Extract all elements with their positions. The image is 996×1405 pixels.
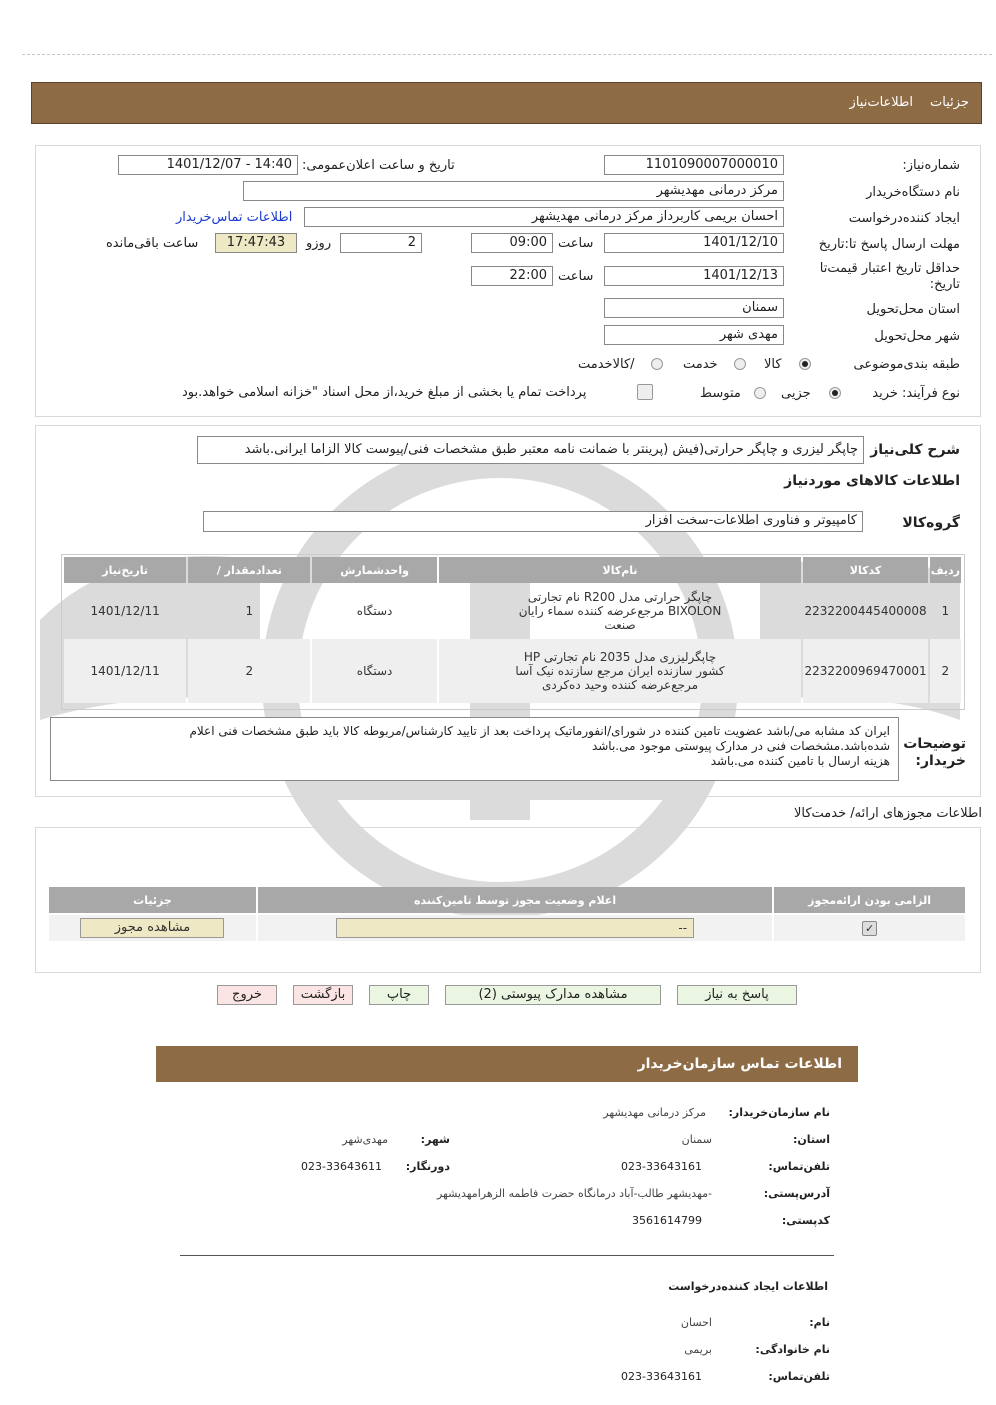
reply-button[interactable]: پاسخ به نیاز [677, 985, 797, 1005]
cell-name: چاپگر حرارتی مدل R200 نام تجارتی BIXOLON مرجع‌عرضه کننده سماء رایان صنعت [518, 590, 722, 632]
items-table [62, 555, 963, 705]
creator-last-name-label: نام خانوادگی: [755, 1343, 830, 1356]
process-label: نوع فرآیند: خرید [872, 386, 960, 401]
contact-phone-label: تلفن‌تماس: [768, 1160, 830, 1173]
validity-label-1: حداقل تاریخ اعتبار قیمت‌تا [819, 261, 960, 276]
category-service-radio[interactable] [734, 358, 746, 370]
description-label: شرح کلی‌نیاز [870, 442, 960, 458]
buyer-notes-line-3: هزینه ارسال با تامین کننده می.باشد [710, 754, 890, 768]
contact-fax-label: دورنگار: [405, 1160, 450, 1173]
category-both-radio[interactable] [651, 358, 663, 370]
buyer-notes-label-2: خریدار: [915, 753, 966, 769]
tab-need-info[interactable]: اطلاعات‌نیاز [849, 95, 913, 110]
buyer-notes-label-1: توضیحات [903, 736, 966, 752]
table-row [64, 639, 961, 703]
category-both-label: /کالاخدمت [578, 357, 635, 372]
process-medium-radio[interactable] [754, 387, 766, 399]
contact-title: اطلاعات تماس سازمان‌خریدار [637, 1056, 842, 1072]
need-number-field: 1101090007000010 [604, 155, 784, 175]
permits-table [47, 885, 967, 943]
col-code: کدکالا [803, 557, 927, 583]
days-field: 2 [340, 233, 422, 253]
creator-info-title: اطلاعات ایجاد کننده‌درخواست [668, 1280, 828, 1293]
permits-table-header [49, 887, 965, 913]
buyer-org-label: نام دستگاه‌خریدار [866, 185, 960, 200]
cell-date: 1401/12/11 [90, 604, 160, 618]
buyer-notes-box [50, 717, 899, 781]
creator-field: احسان بریمی کاربرداز مرکز درمانی مهدیشهر [304, 207, 784, 227]
top-divider [22, 54, 992, 55]
cell-row: 1 [941, 604, 950, 618]
view-permit-button[interactable]: مشاهده مجوز [80, 918, 224, 938]
buyer-contact-link[interactable]: اطلاعات تماس‌خریدار [176, 210, 293, 225]
province-label: استان محل‌تحویل [866, 302, 960, 317]
items-table-header [64, 557, 961, 583]
contact-province-value: سمنان [681, 1133, 712, 1146]
category-service-label: خدمت [683, 357, 718, 372]
col-permit-details: جزئیات [49, 887, 256, 913]
creator-label: ایجاد کننده‌درخواست [848, 211, 960, 226]
cell-qty: 1 [245, 604, 254, 618]
goods-info-title: اطلاعات کالاهای موردنیاز [784, 473, 960, 489]
validity-label-2: تاریخ: [929, 277, 960, 292]
deadline-date-field: 1401/12/10 [604, 233, 784, 253]
cell-code: 2232200445400008 [804, 604, 927, 618]
permit-status-field: -- [336, 918, 694, 938]
creator-first-name-value: احسان [680, 1316, 712, 1329]
city-label: شهر محل‌تحویل [874, 329, 960, 344]
col-date: تاریخ‌نیاز [64, 557, 186, 583]
category-label: طبقه بندی‌موضوعی [853, 357, 960, 372]
cell-qty: 2 [245, 664, 254, 678]
contact-address-label: آدرس‌پستی: [763, 1187, 830, 1200]
tab-details[interactable]: جزئیات [930, 95, 969, 110]
validity-date-field: 1401/12/13 [604, 266, 784, 286]
deadline-label: مهلت ارسال پاسخ تا:تاریخ [818, 237, 960, 252]
col-unit: واحدشمارش [312, 557, 436, 583]
permit-required-checkbox: ✓ [862, 921, 877, 936]
process-medium-label: متوسط [700, 386, 741, 401]
col-row: ردیف [930, 557, 961, 583]
process-partial-label: جزیی [781, 386, 811, 401]
back-button[interactable]: بازگشت [293, 985, 353, 1005]
validity-time-label: ساعت [558, 269, 594, 284]
category-goods-label: کالا [764, 357, 782, 372]
buyer-notes-line-2: شده‌باشد.مشخصات فنی در مدارک پیوستی موجود می.باشد [591, 739, 890, 753]
table-row [49, 915, 965, 941]
contact-fax-value: 023-33643611 [301, 1160, 382, 1173]
cell-unit: دستگاه [356, 604, 393, 618]
cell-code: 2232200969470001 [804, 664, 927, 678]
city-field: مهدی شهر [604, 325, 784, 345]
remaining-time-field: 17:47:43 [215, 233, 297, 253]
deadline-time-label: ساعت [558, 236, 594, 251]
payment-note: پرداخت تمام یا بخشی از مبلغ خرید،از محل اسناد "خزانه اسلامی خواهد.بود [182, 385, 587, 400]
col-permit-status: اعلام وضعیت مجوز توسط تامین‌کننده [258, 887, 772, 913]
permits-title: اطلاعات مجوزهای ارائه/ خدمت‌کالا [793, 806, 982, 821]
announce-label: تاریخ و ساعت اعلان‌عمومی: [302, 158, 455, 173]
table-row [64, 585, 961, 637]
contact-phone-value: 023-33643161 [621, 1160, 702, 1173]
contact-header [156, 1046, 858, 1082]
contact-divider [180, 1255, 834, 1256]
validity-time-field: 22:00 [471, 266, 553, 286]
contact-city-label: شهر: [420, 1133, 450, 1146]
province-field: سمنان [604, 298, 784, 318]
contact-address-value: -مهدیشهر طالب-آباد درمانگاه حضرت فاطمه الزهرامهدیشهر [436, 1187, 712, 1200]
creator-phone-value: 023-33643161 [621, 1370, 702, 1383]
buyer-notes-line-1: ایران کد مشابه می/باشد عضویت تامین کننده در شورای/انفورماتیک پرداخت بعد از تایید کارشناس/مربوطه کالا باید طبق مشخصات فنی اعلام [189, 724, 890, 738]
goods-group-label: گروه‌کالا [902, 515, 960, 531]
description-field: چاپگر لیزری و چاپگر حرارتی(فیش (پرینتر با ضمانت نامه معتبر طبق مشخصات فنی/پیوست کالا الزاما ایرانی.باشد [197, 436, 864, 464]
col-qty: تعدادمقدار / [188, 557, 310, 583]
category-goods-radio[interactable] [799, 358, 811, 370]
cell-name: چاپگرلیزری مدل 2035 نام تجارتی HP کشور سازنده ایران مرجع سازنده نیک آسا مرجع‌عرضه کننده وحید ده‌کردی [515, 650, 725, 692]
cell-date: 1401/12/11 [90, 664, 160, 678]
contact-province-label: استان: [793, 1133, 830, 1146]
attachments-button[interactable]: مشاهده مدارک پیوستی (2) [445, 985, 661, 1005]
creator-phone-label: تلفن‌تماس: [768, 1370, 830, 1383]
buyer-org-field: مرکز درمانی مهدیشهر [243, 181, 784, 201]
goods-group-field: کامپیوتر و فناوری اطلاعات-سخت افزار [203, 511, 863, 532]
col-permit-required: الزامی بودن ارائه‌مجوز [774, 887, 965, 913]
page-header [31, 82, 982, 124]
creator-last-name-value: بریمی [684, 1343, 712, 1356]
contact-city-value: مهدی‌شهر [342, 1133, 388, 1146]
days-label: روزو [306, 236, 332, 251]
col-name: نام‌کالا [439, 557, 802, 583]
cell-row: 2 [941, 664, 950, 678]
contact-postal-label: کدپستی: [781, 1214, 830, 1227]
payment-checkbox[interactable] [637, 384, 653, 400]
org-name-label: نام سازمان‌خریدار: [728, 1106, 830, 1119]
cell-unit: دستگاه [356, 664, 393, 678]
remaining-label: ساعت باقی‌مانده [106, 236, 199, 251]
creator-first-name-label: نام: [809, 1316, 830, 1329]
announce-field: 1401/12/07 - 14:40 [118, 155, 298, 175]
exit-button[interactable]: خروج [217, 985, 277, 1005]
print-button[interactable]: چاپ [369, 985, 429, 1005]
need-number-label: شماره‌نیاز: [902, 158, 960, 173]
process-partial-radio[interactable] [829, 387, 841, 399]
contact-postal-value: 3561614799 [632, 1214, 702, 1227]
deadline-time-field: 09:00 [471, 233, 553, 253]
org-name-value: مرکز درمانی مهدیشهر [603, 1106, 706, 1119]
